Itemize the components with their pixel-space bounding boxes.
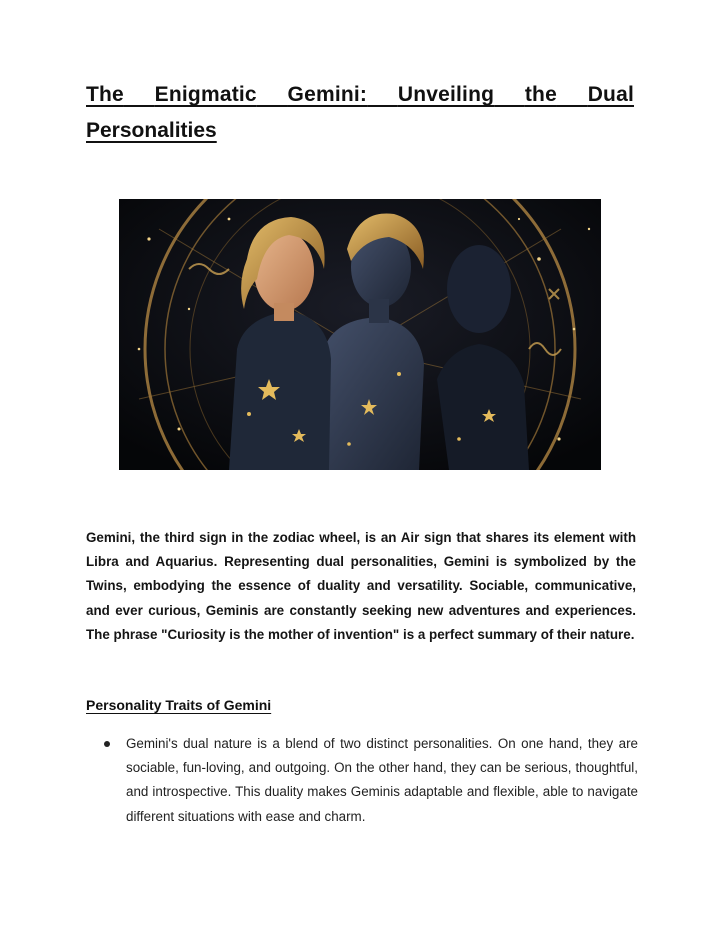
list-item-text: Gemini's dual nature is a blend of two distinct personalities. On one hand, they are sociable, fun-loving, and outgoing. On the other hand, they can be serious, thoughtful, and introspective. This duality makes Geminis adaptable and flexible, able to navigate different situations with ease and charm. bbox=[126, 736, 638, 824]
title-word: Dual bbox=[587, 83, 634, 106]
page-title-continuation: Personalities bbox=[86, 119, 217, 142]
page-title bbox=[86, 78, 634, 112]
title-word: the bbox=[524, 83, 557, 106]
gemini-twins-icon bbox=[119, 199, 601, 470]
title-word: Enigmatic bbox=[154, 83, 257, 106]
intro-paragraph: Gemini, the third sign in the zodiac wheel, is an Air sign that shares its element with Libra and Aquarius. Representing dual personalities, Gemini is symbolized by the Twins, embodying the essence of duality and versatility. Sociable, communicative, and ever curious, Geminis are constantly seeking new adventures and experiences. The phrase "Curiosity is the mother of invention" is a perfect summary of their nature. bbox=[86, 530, 636, 642]
section-heading: Personality Traits of Gemini bbox=[86, 697, 272, 713]
bullet-icon bbox=[104, 741, 110, 747]
traits-list bbox=[86, 732, 638, 829]
title-word: Gemini: bbox=[287, 83, 368, 106]
title-word: The bbox=[86, 83, 124, 106]
title-word: Unveiling bbox=[397, 83, 495, 106]
gemini-twins-illustration bbox=[119, 199, 601, 470]
list-item bbox=[86, 732, 638, 829]
